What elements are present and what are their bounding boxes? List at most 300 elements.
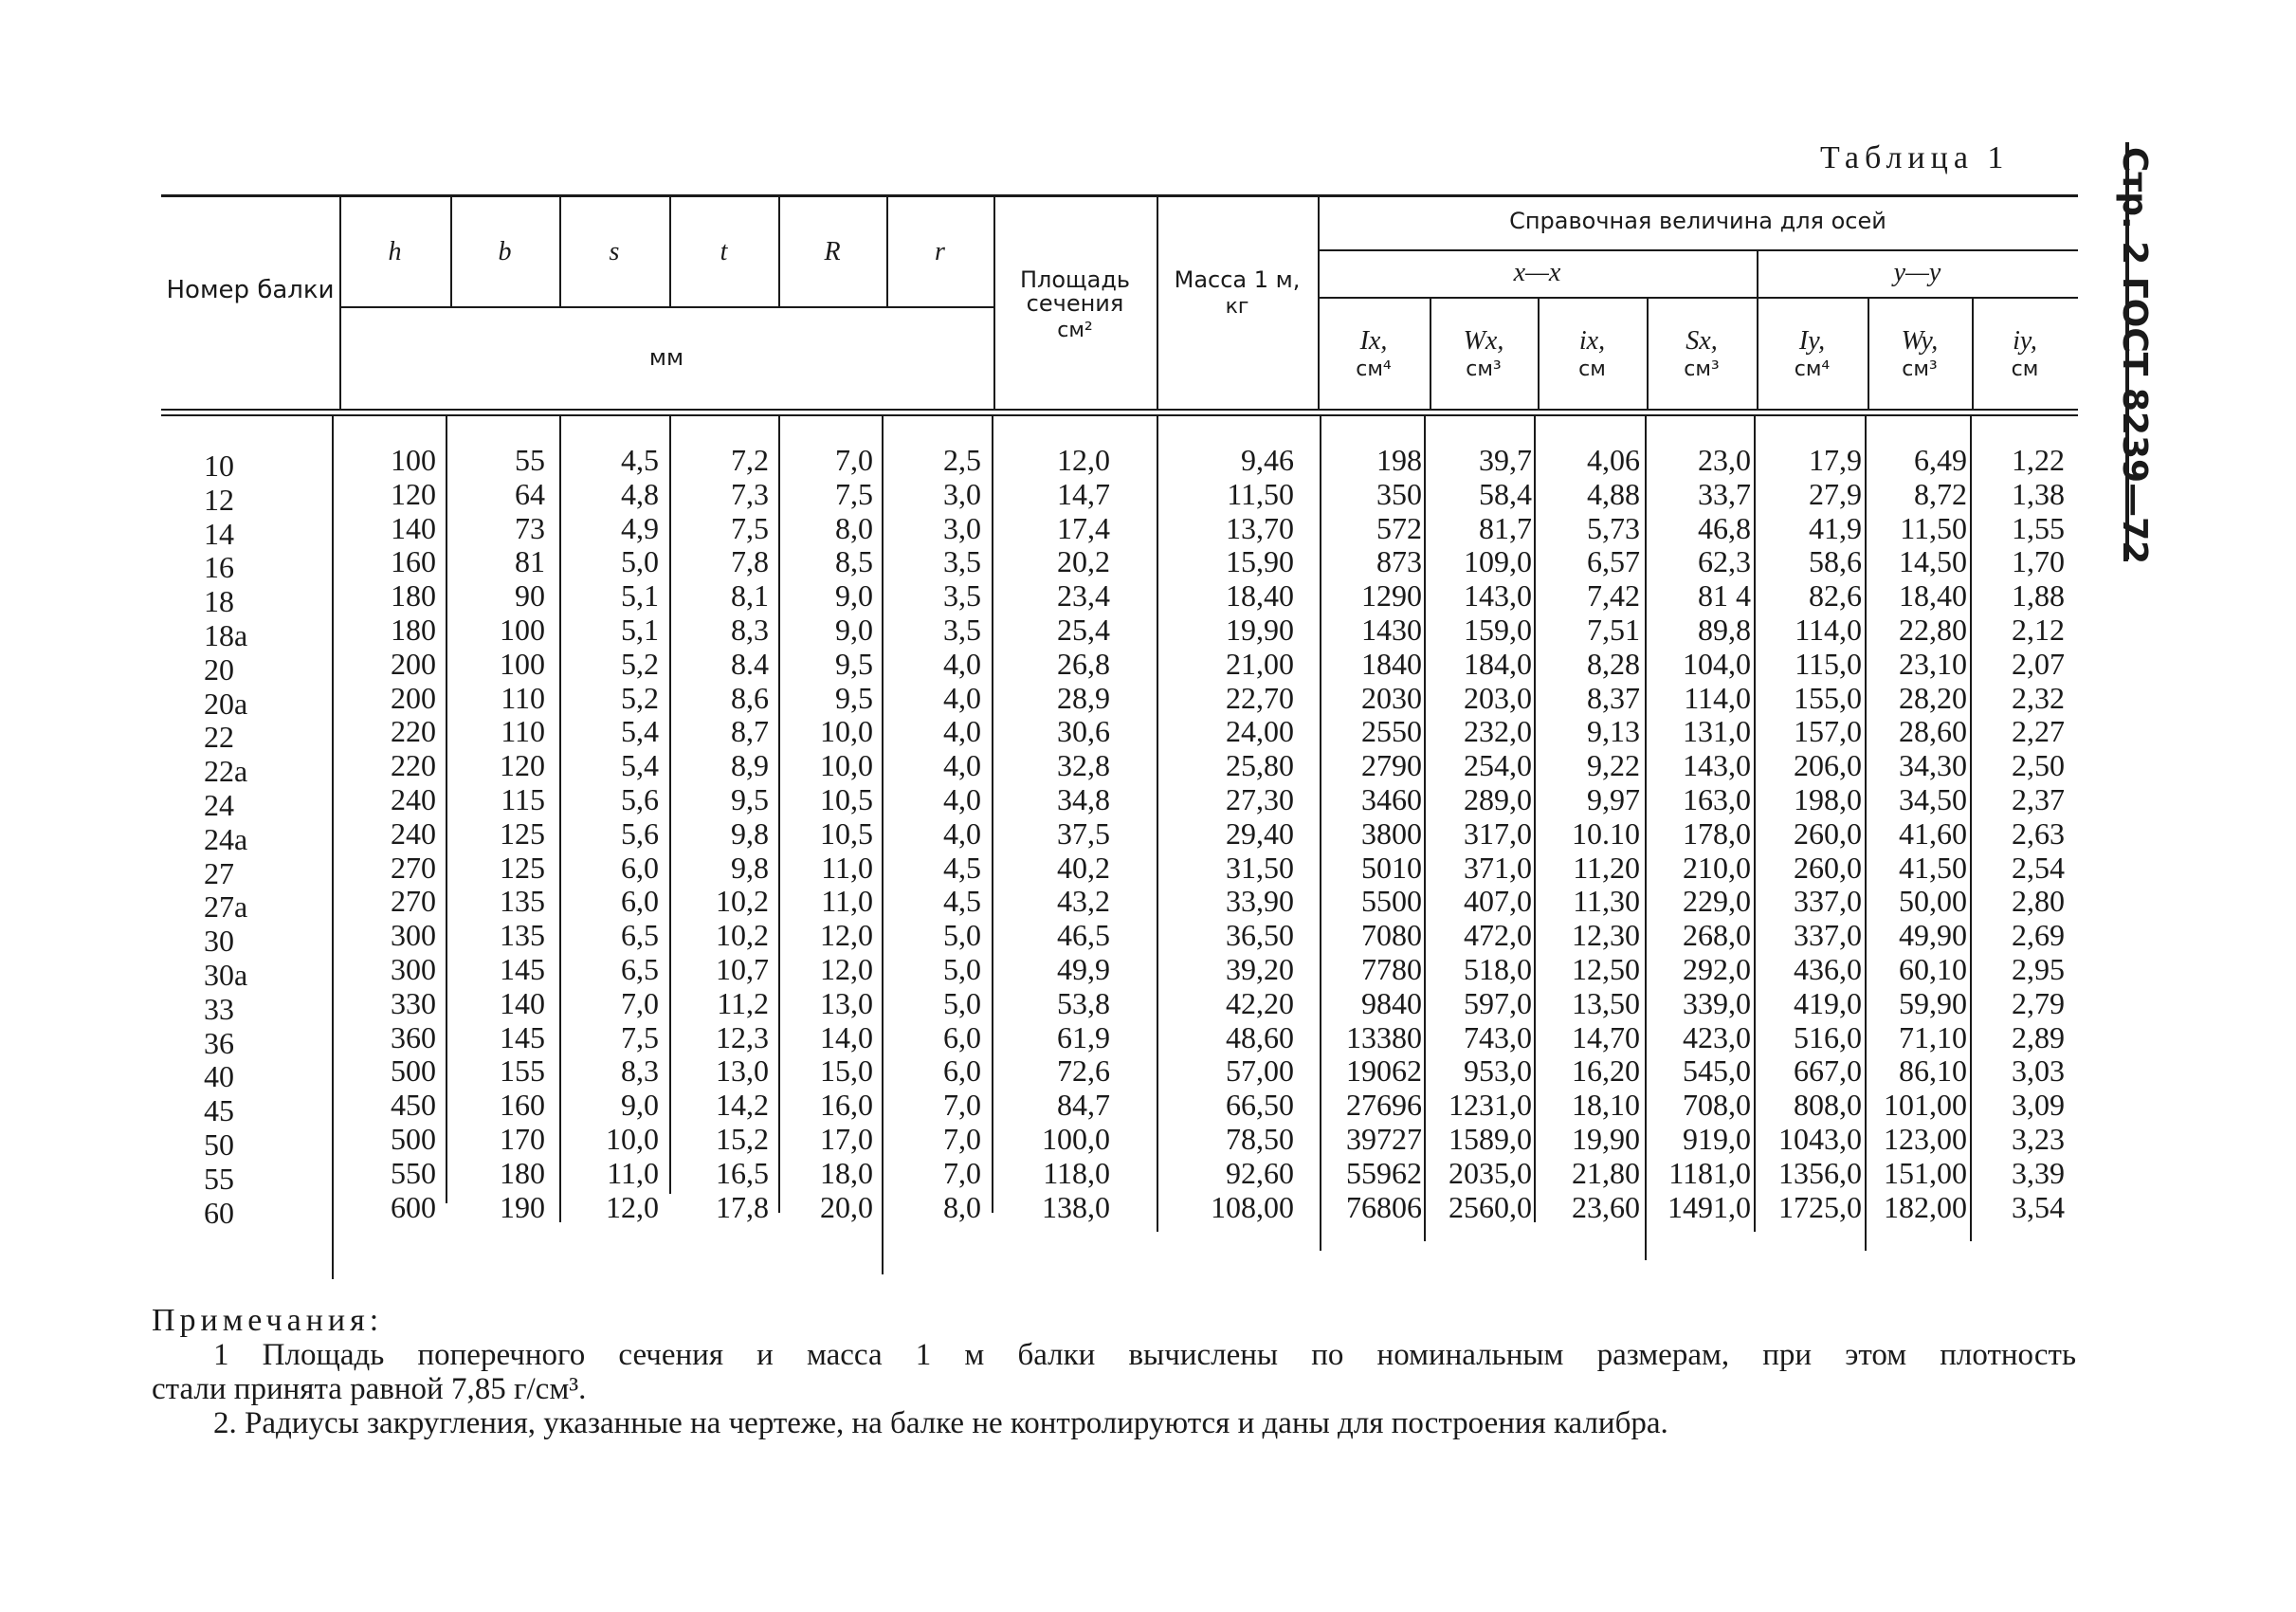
cell-h: 200 (391, 646, 436, 681)
cell-t: 7,5 (731, 510, 769, 545)
cell-area: 26,8 (1057, 646, 1110, 681)
cell-Wx: 254,0 (1464, 748, 1532, 783)
cell-b: 180 (500, 1155, 545, 1190)
header-area-unit: см² (1057, 319, 1093, 343)
cell-s: 11,0 (607, 1155, 659, 1190)
cell-s: 5,1 (621, 578, 659, 614)
header-r: r (935, 237, 945, 266)
cell-ix: 14,70 (1572, 1019, 1640, 1054)
cell-h: 120 (391, 476, 436, 511)
cell-mass: 24,00 (1226, 714, 1294, 749)
cell-area: 40,2 (1057, 850, 1110, 885)
cell-h: 270 (391, 884, 436, 919)
cell-s: 4,5 (621, 443, 659, 477)
cell-h: 450 (391, 1088, 436, 1123)
cell-iy: 3,54 (2012, 1189, 2065, 1224)
cell-Ix: 3460 (1361, 782, 1422, 816)
cell-ix: 9,13 (1587, 714, 1640, 749)
cell-ix: 12,50 (1572, 952, 1640, 986)
cell-h: 500 (391, 1053, 436, 1089)
cell-b: 125 (500, 815, 545, 851)
cell-area: 72,6 (1057, 1053, 1110, 1089)
header-Wy (1868, 327, 1972, 380)
cell-area: 46,5 (1057, 918, 1110, 953)
cell-t: 8,6 (731, 680, 769, 715)
cell-ix: 12,30 (1572, 918, 1640, 953)
cell-mass: 9,46 (1241, 443, 1294, 477)
cell-mass: 78,50 (1226, 1122, 1294, 1156)
cell-ix: 21,80 (1572, 1155, 1640, 1190)
cell-Sx: 423,0 (1683, 1019, 1751, 1054)
cell-beam-number: 27а (204, 889, 248, 925)
cell-b: 64 (515, 476, 545, 511)
cell-s: 6,0 (621, 850, 659, 885)
cell-iy: 2,80 (2012, 884, 2065, 919)
header-s: s (609, 237, 620, 266)
cell-h: 180 (391, 613, 436, 647)
header-Wx (1430, 327, 1538, 380)
header-mass-unit: кг (1225, 295, 1249, 320)
cell-area: 49,9 (1057, 952, 1110, 986)
table-row (161, 782, 2078, 822)
header-Iy-label: Iy, (1798, 326, 1826, 356)
header-h: h (388, 237, 402, 266)
cell-b: 145 (500, 1019, 545, 1054)
table-row (161, 1053, 2078, 1094)
cell-iy: 2,63 (2012, 815, 2065, 851)
cell-t: 10,2 (716, 884, 769, 919)
notes (152, 1304, 2076, 1440)
cell-iy: 3,23 (2012, 1122, 2065, 1156)
header-R: R (824, 237, 841, 266)
cell-Wx: 203,0 (1464, 680, 1532, 715)
cell-R: 7,5 (835, 476, 873, 511)
header-t: t (720, 237, 728, 266)
table-row (161, 646, 2078, 687)
cell-s: 5,2 (621, 680, 659, 715)
table-row (161, 680, 2078, 721)
cell-r: 4,0 (943, 748, 981, 783)
cell-t: 14,2 (716, 1088, 769, 1123)
cell-Sx: 268,0 (1683, 918, 1751, 953)
cell-b: 135 (500, 884, 545, 919)
cell-iy: 2,69 (2012, 918, 2065, 953)
cell-iy: 2,07 (2012, 646, 2065, 681)
cell-Ix: 55962 (1346, 1155, 1422, 1190)
cell-mass: 18,40 (1226, 578, 1294, 614)
cell-ix: 7,42 (1587, 578, 1640, 614)
cell-Wy: 59,90 (1899, 985, 1967, 1020)
cell-Iy: 808,0 (1794, 1088, 1862, 1123)
cell-Wx: 58,4 (1479, 476, 1532, 511)
cell-Sx: 114,0 (1684, 680, 1751, 715)
header-ix-label: ix, (1578, 326, 1606, 356)
cell-mass: 13,70 (1226, 510, 1294, 545)
cell-beam-number: 27 (204, 855, 234, 890)
header-Sx-unit: см³ (1684, 357, 1720, 382)
cell-t: 17,8 (716, 1189, 769, 1224)
cell-area: 61,9 (1057, 1019, 1110, 1054)
cell-t: 8,3 (731, 613, 769, 647)
cell-Iy: 1356,0 (1778, 1155, 1862, 1190)
table-row (161, 884, 2078, 925)
cell-area: 53,8 (1057, 985, 1110, 1020)
cell-beam-number: 40 (204, 1059, 234, 1094)
cell-Iy: 260,0 (1794, 815, 1862, 851)
cell-Ix: 5010 (1361, 850, 1422, 885)
cell-Wx: 743,0 (1464, 1019, 1532, 1054)
cell-ix: 18,10 (1572, 1088, 1640, 1123)
cell-s: 9,0 (621, 1088, 659, 1123)
cell-r: 7,0 (943, 1088, 981, 1123)
cell-R: 9,0 (835, 613, 873, 647)
cell-ix: 4,88 (1587, 476, 1640, 511)
cell-b: 90 (515, 578, 545, 614)
cell-area: 23,4 (1057, 578, 1110, 614)
cell-b: 160 (500, 1088, 545, 1123)
cell-Wx: 81,7 (1479, 510, 1532, 545)
cell-ix: 8,37 (1587, 680, 1640, 715)
cell-r: 3,0 (943, 510, 981, 545)
cell-r: 6,0 (943, 1019, 981, 1054)
cell-iy: 3,03 (2012, 1053, 2065, 1089)
header-area (993, 268, 1157, 341)
cell-Wy: 123,00 (1884, 1122, 1967, 1156)
cell-s: 8,3 (621, 1053, 659, 1089)
cell-Ix: 873 (1376, 544, 1422, 579)
cell-R: 9,0 (835, 578, 873, 614)
cell-r: 5,0 (943, 952, 981, 986)
cell-Ix: 13380 (1346, 1019, 1422, 1054)
cell-Ix: 572 (1376, 510, 1422, 545)
reference-rule (1318, 249, 2078, 251)
cell-Iy: 1725,0 (1778, 1189, 1862, 1224)
cell-Sx: 131,0 (1683, 714, 1751, 749)
cell-b: 140 (500, 985, 545, 1020)
cell-beam-number: 18 (204, 584, 234, 619)
cell-Sx: 229,0 (1683, 884, 1751, 919)
cell-b: 100 (500, 613, 545, 647)
table-row (161, 1155, 2078, 1196)
table-row (161, 748, 2078, 789)
cell-s: 4,9 (621, 510, 659, 545)
cell-r: 4,0 (943, 815, 981, 851)
cell-Sx: 23,0 (1698, 443, 1751, 477)
header-Ix (1318, 327, 1430, 380)
cell-R: 12,0 (820, 918, 873, 953)
cell-r: 3,5 (943, 613, 981, 647)
cell-mass: 29,40 (1226, 815, 1294, 851)
cell-Iy: 17,9 (1809, 443, 1862, 477)
cell-area: 138,0 (1042, 1189, 1110, 1224)
cell-mass: 25,80 (1226, 748, 1294, 783)
cell-beam-number: 18а (204, 618, 248, 652)
cell-ix: 11,30 (1573, 884, 1640, 919)
table-row (161, 613, 2078, 652)
cell-Iy: 419,0 (1794, 985, 1862, 1020)
cell-beam-number: 22а (204, 754, 248, 789)
cell-Iy: 667,0 (1794, 1053, 1862, 1089)
cell-Wx: 518,0 (1464, 952, 1532, 986)
beam-table (161, 194, 2078, 1275)
cell-Sx: 143,0 (1683, 748, 1751, 783)
cell-area: 43,2 (1057, 884, 1110, 919)
cell-Sx: 178,0 (1683, 815, 1751, 851)
cell-R: 13,0 (820, 985, 873, 1020)
cell-Sx: 1491,0 (1667, 1189, 1751, 1224)
cell-Wy: 11,50 (1900, 510, 1967, 545)
cell-Iy: 58,6 (1809, 544, 1862, 579)
table-row (161, 850, 2078, 890)
cell-R: 10,5 (820, 782, 873, 816)
cell-Iy: 155,0 (1794, 680, 1862, 715)
cell-h: 360 (391, 1019, 436, 1054)
cell-R: 17,0 (820, 1122, 873, 1156)
cell-beam-number: 10 (204, 449, 234, 483)
cell-area: 25,4 (1057, 613, 1110, 647)
cell-b: 55 (515, 443, 545, 477)
cell-Sx: 163,0 (1683, 782, 1751, 816)
cell-s: 4,8 (621, 476, 659, 511)
cell-s: 6,5 (621, 952, 659, 986)
cell-area: 17,4 (1057, 510, 1110, 545)
cell-iy: 2,95 (2012, 952, 2065, 986)
cell-R: 9,5 (835, 646, 873, 681)
cell-R: 8,0 (835, 510, 873, 545)
cell-ix: 7,51 (1587, 613, 1640, 647)
cell-ix: 11,20 (1573, 850, 1640, 885)
cell-beam-number: 50 (204, 1127, 234, 1162)
cell-r: 7,0 (943, 1155, 981, 1190)
cell-t: 10,7 (716, 952, 769, 986)
cell-Sx: 339,0 (1683, 985, 1751, 1020)
cell-b: 125 (500, 850, 545, 885)
cell-area: 118,0 (1043, 1155, 1110, 1190)
cell-b: 115 (501, 782, 545, 816)
cell-R: 9,5 (835, 680, 873, 715)
cell-ix: 16,20 (1572, 1053, 1640, 1089)
cell-Sx: 708,0 (1683, 1088, 1751, 1123)
cell-Ix: 2550 (1361, 714, 1422, 749)
cell-Wx: 109,0 (1464, 544, 1532, 579)
cell-beam-number: 20а (204, 686, 248, 721)
cell-t: 11,2 (717, 985, 769, 1020)
table-row (161, 476, 2078, 517)
cell-mass: 11,50 (1227, 476, 1294, 511)
cell-ix: 6,57 (1587, 544, 1640, 579)
cell-ix: 19,90 (1572, 1122, 1640, 1156)
cell-t: 9,5 (731, 782, 769, 816)
cell-r: 2,5 (943, 443, 981, 477)
header-iy (1972, 327, 2078, 380)
cell-R: 16,0 (820, 1088, 873, 1123)
table-row (161, 985, 2078, 1026)
cell-Wy: 41,50 (1899, 850, 1967, 885)
cell-s: 7,5 (621, 1019, 659, 1054)
cell-area: 20,2 (1057, 544, 1110, 579)
header-mass (1157, 268, 1318, 318)
cell-Wy: 23,10 (1899, 646, 1967, 681)
cell-iy: 3,09 (2012, 1088, 2065, 1123)
table-row (161, 714, 2078, 755)
cell-Wy: 41,60 (1899, 815, 1967, 851)
header-axis-y: y—y (1893, 258, 1941, 287)
header-Wx-label: Wx, (1463, 326, 1504, 356)
cell-Wy: 50,00 (1899, 884, 1967, 919)
table-caption: Таблица 1 (1820, 140, 2010, 175)
cell-Ix: 2790 (1361, 748, 1422, 783)
cell-b: 110 (501, 714, 545, 749)
cell-s: 5,6 (621, 782, 659, 816)
cell-Iy: 27,9 (1809, 476, 1862, 511)
header-Sx (1647, 327, 1757, 380)
cell-Ix: 350 (1376, 476, 1422, 511)
cell-h: 200 (391, 680, 436, 715)
cell-ix: 10.10 (1572, 815, 1640, 851)
table-row (161, 578, 2078, 619)
cell-b: 81 (515, 544, 545, 579)
cell-Wy: 14,50 (1899, 544, 1967, 579)
cell-ix: 9,97 (1587, 782, 1640, 816)
cell-area: 32,8 (1057, 748, 1110, 783)
header-reference: Справочная величина для осей (1509, 208, 1886, 234)
cell-t: 16,5 (716, 1155, 769, 1190)
cell-r: 4,0 (943, 714, 981, 749)
header-mass-label: Масса 1 м, (1174, 266, 1301, 293)
cell-Ix: 76806 (1346, 1189, 1422, 1224)
cell-R: 18,0 (820, 1155, 873, 1190)
cell-b: 73 (515, 510, 545, 545)
cell-Wx: 159,0 (1464, 613, 1532, 647)
cell-Iy: 206,0 (1794, 748, 1862, 783)
cell-t: 8,9 (731, 748, 769, 783)
cell-ix: 9,22 (1587, 748, 1640, 783)
page-label-text: Стр. 2 ГОСТ 8239—72 (2115, 147, 2154, 565)
cell-Sx: 292,0 (1683, 952, 1751, 986)
cell-Wx: 1231,0 (1449, 1088, 1532, 1123)
cell-Sx: 545,0 (1683, 1053, 1751, 1089)
cell-t: 12,3 (716, 1019, 769, 1054)
cell-beam-number: 55 (204, 1161, 234, 1196)
notes-title: Примечания: (152, 1303, 384, 1338)
cell-mass: 48,60 (1226, 1019, 1294, 1054)
cell-Wx: 371,0 (1464, 850, 1532, 885)
header-Iy (1757, 327, 1868, 380)
cell-mass: 92,60 (1226, 1155, 1294, 1190)
cell-t: 9,8 (731, 815, 769, 851)
cell-iy: 1,70 (2012, 544, 2065, 579)
cell-h: 220 (391, 748, 436, 783)
cell-mass: 39,20 (1226, 952, 1294, 986)
table-row (161, 815, 2078, 856)
dims-rule (339, 306, 993, 308)
cell-Iy: 41,9 (1809, 510, 1862, 545)
header-Ix-label: Ix, (1359, 326, 1388, 356)
cell-Ix: 9840 (1361, 985, 1422, 1020)
cell-area: 30,6 (1057, 714, 1110, 749)
header-rule-1 (161, 409, 2078, 411)
cell-t: 7,8 (731, 544, 769, 579)
cell-b: 155 (500, 1053, 545, 1089)
cell-mass: 19,90 (1226, 613, 1294, 647)
cell-r: 3,5 (943, 578, 981, 614)
cell-t: 7,3 (731, 476, 769, 511)
cell-Sx: 89,8 (1698, 613, 1751, 647)
cell-iy: 2,79 (2012, 985, 2065, 1020)
cell-Wy: 28,60 (1899, 714, 1967, 749)
cell-iy: 1,55 (2012, 510, 2065, 545)
cell-h: 300 (391, 952, 436, 986)
cell-beam-number: 24а (204, 821, 248, 856)
header-iy-unit: см (2011, 357, 2039, 382)
table-row (161, 1189, 2078, 1230)
cell-s: 12,0 (606, 1189, 659, 1224)
cell-s: 6,0 (621, 884, 659, 919)
cell-Iy: 337,0 (1794, 884, 1862, 919)
cell-Sx: 33,7 (1698, 476, 1751, 511)
cell-t: 8,7 (731, 714, 769, 749)
cell-Iy: 436,0 (1794, 952, 1862, 986)
cell-h: 100 (391, 443, 436, 477)
cell-Wy: 28,20 (1899, 680, 1967, 715)
cell-s: 5,4 (621, 714, 659, 749)
cell-Ix: 1290 (1361, 578, 1422, 614)
cell-s: 5,2 (621, 646, 659, 681)
cell-beam-number: 36 (204, 1025, 234, 1060)
table-row (161, 952, 2078, 992)
cell-Iy: 1043,0 (1778, 1122, 1862, 1156)
cell-Iy: 114,0 (1795, 613, 1862, 647)
cell-Sx: 81 4 (1698, 578, 1751, 614)
cell-R: 7,0 (835, 443, 873, 477)
cell-Wx: 289,0 (1464, 782, 1532, 816)
header-Sx-label: Sx, (1686, 326, 1718, 356)
cell-s: 5,1 (621, 613, 659, 647)
header-area-label: Площадь сечения (1019, 266, 1131, 318)
cell-mass: 108,00 (1211, 1189, 1294, 1224)
cell-r: 3,5 (943, 544, 981, 579)
note-1: 1 Площадь поперечного сечения и масса 1 м балки вычислены по номинальным размерам, при этом плотность (213, 1338, 2076, 1372)
cell-Iy: 516,0 (1794, 1019, 1862, 1054)
cell-mass: 31,50 (1226, 850, 1294, 885)
cell-s: 5,6 (621, 815, 659, 851)
cell-r: 5,0 (943, 985, 981, 1020)
cell-Wy: 49,90 (1899, 918, 1967, 953)
cell-h: 220 (391, 714, 436, 749)
cell-h: 300 (391, 918, 436, 953)
table-row (161, 1088, 2078, 1128)
cell-iy: 2,37 (2012, 782, 2065, 816)
cell-Ix: 198 (1376, 443, 1422, 477)
cell-beam-number: 22 (204, 720, 234, 755)
cell-area: 100,0 (1042, 1122, 1110, 1156)
cell-t: 15,2 (716, 1122, 769, 1156)
cell-Wy: 182,00 (1884, 1189, 1967, 1224)
cell-Sx: 62,3 (1698, 544, 1751, 579)
cell-Iy: 198,0 (1794, 782, 1862, 816)
cell-beam-number: 30 (204, 924, 234, 959)
cell-Wy: 34,30 (1899, 748, 1967, 783)
cell-r: 5,0 (943, 918, 981, 953)
cell-R: 10,0 (820, 748, 873, 783)
cell-mass: 22,70 (1226, 680, 1294, 715)
cell-r: 4,5 (943, 850, 981, 885)
header-Wx-unit: см³ (1466, 357, 1502, 382)
cell-h: 180 (391, 578, 436, 614)
cell-R: 10,0 (820, 714, 873, 749)
cell-Iy: 157,0 (1794, 714, 1862, 749)
cell-b: 135 (500, 918, 545, 953)
